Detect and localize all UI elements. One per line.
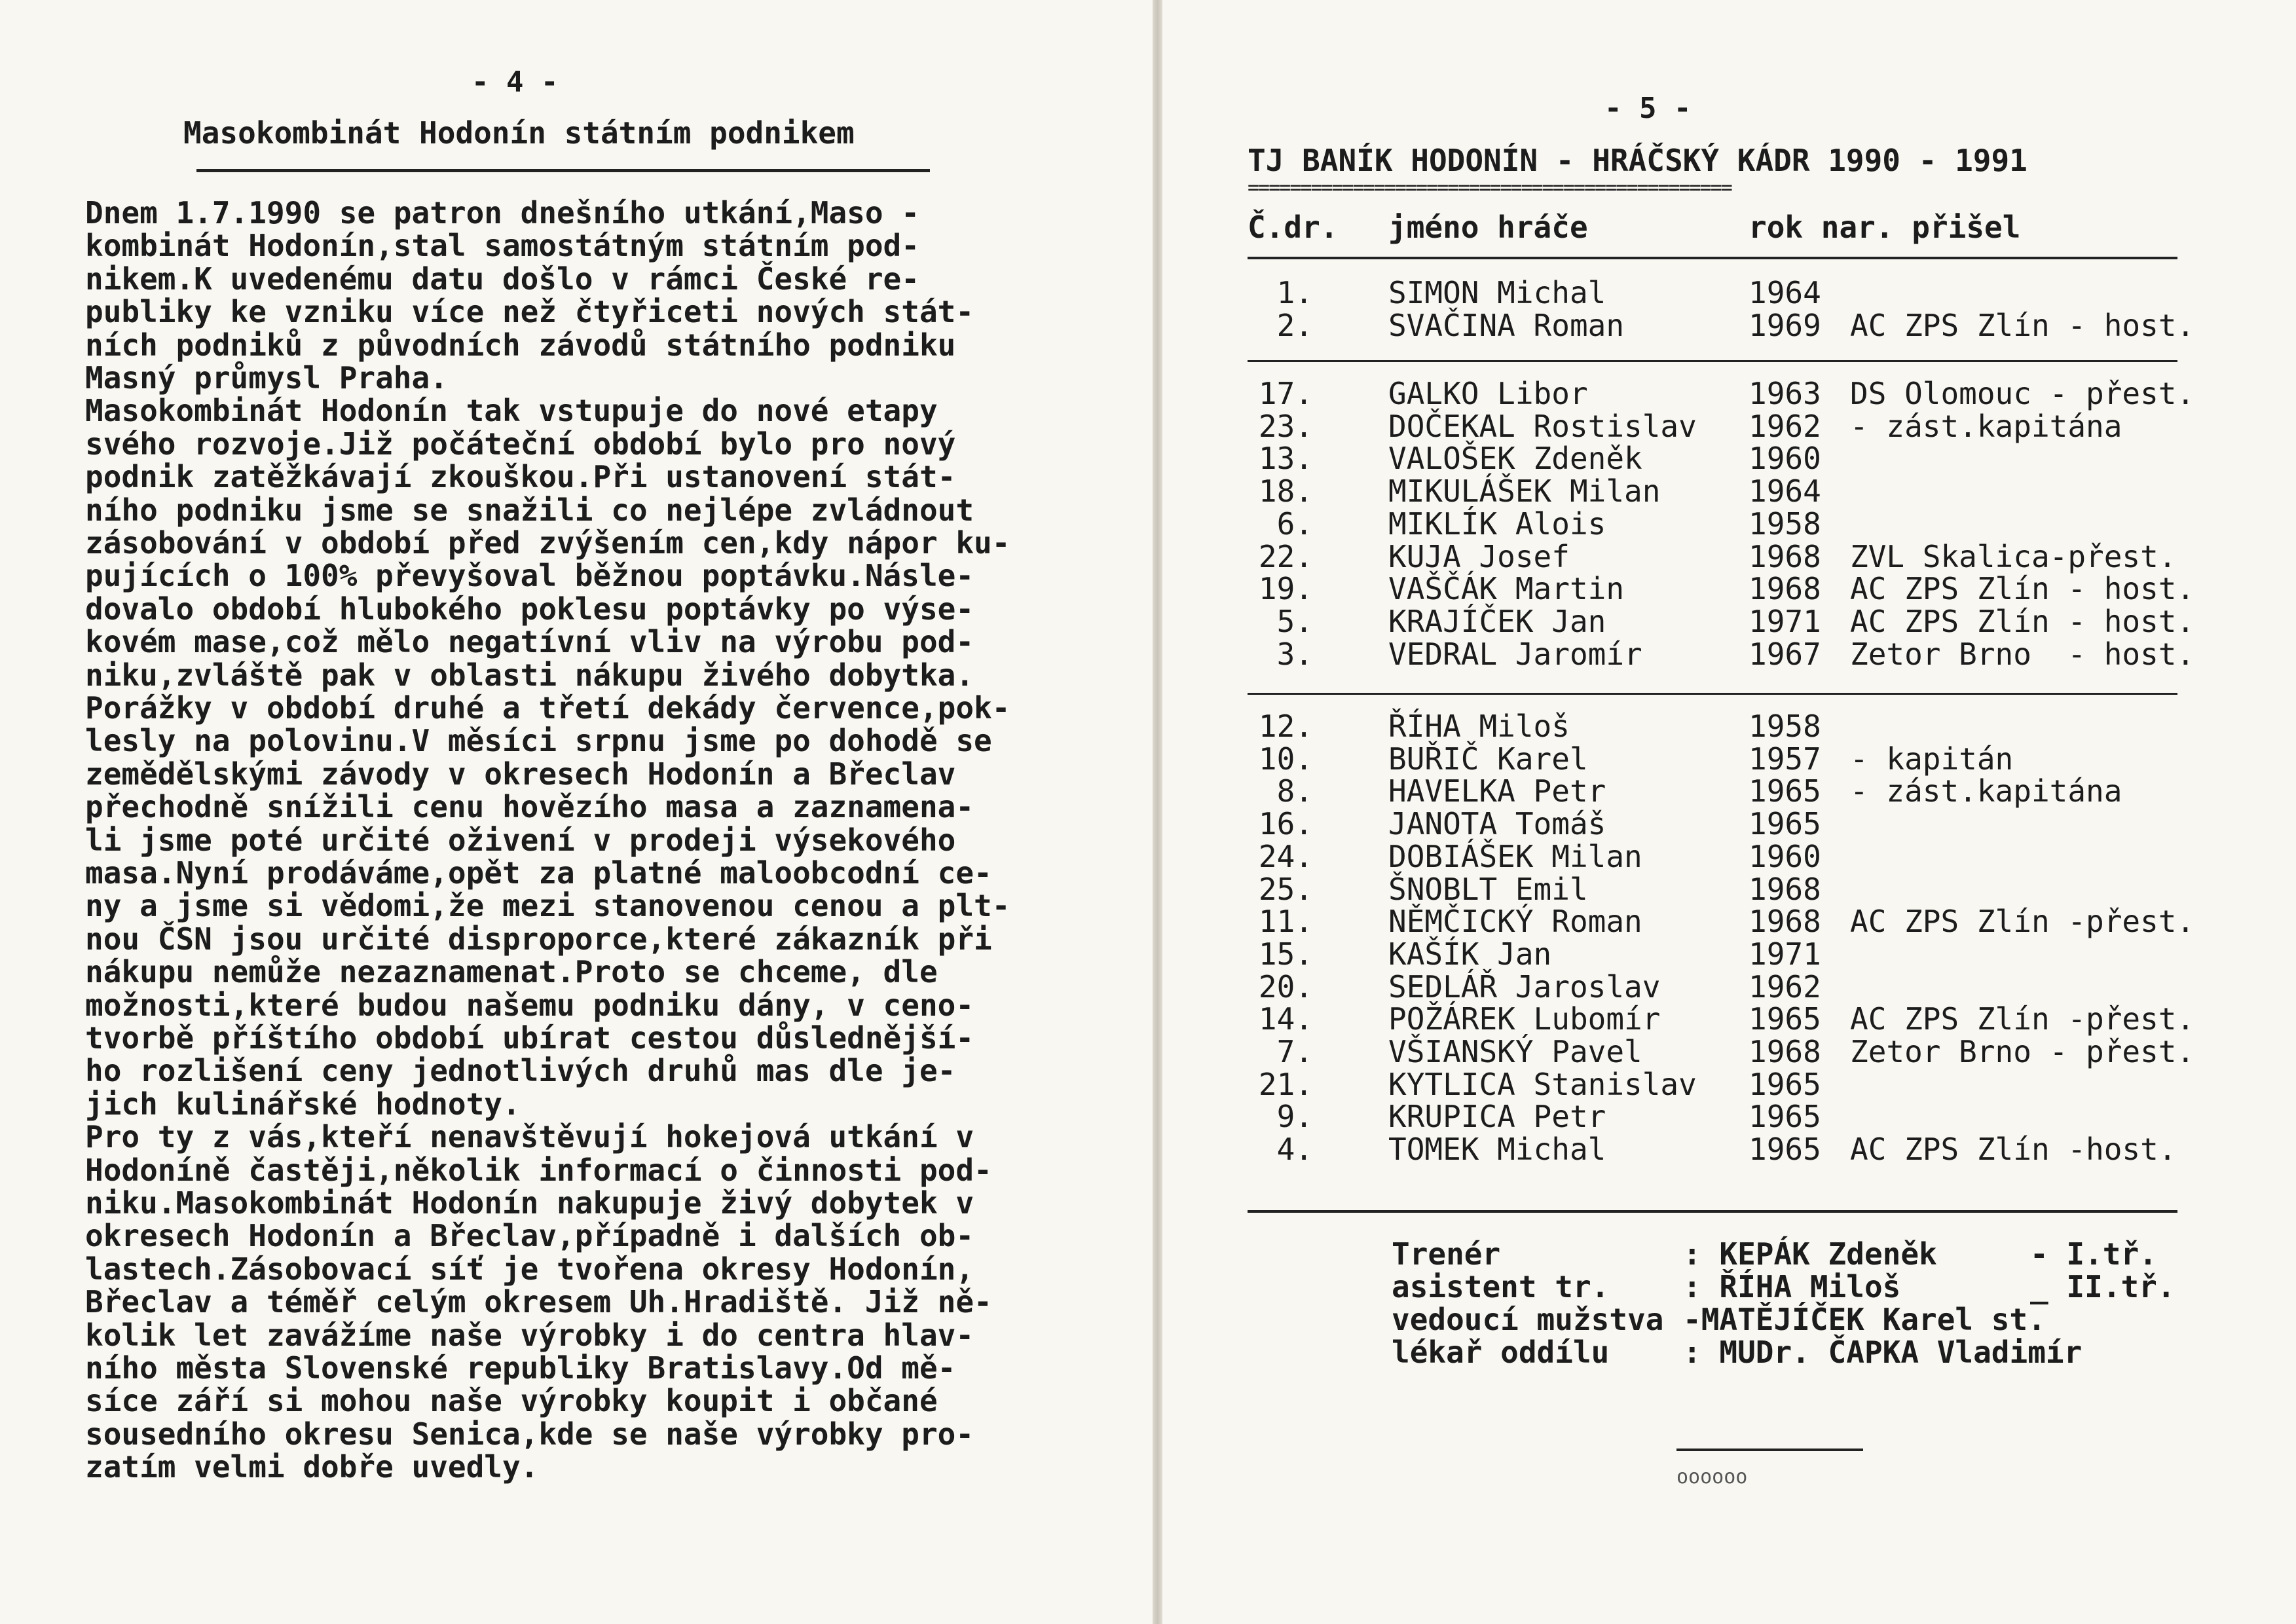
- article-line: Pro ty z vás,kteří nenavštěvují hokejová utkání v: [85, 1119, 974, 1155]
- article-line: nikem.K uvedenému datu došlo v rámci České re-: [85, 261, 919, 297]
- article-line: tvorbě příštího období ubírat cestou důslednější-: [85, 1020, 974, 1056]
- birth-year: 1964: [1749, 473, 1821, 509]
- bottom-rule: [1676, 1449, 1863, 1451]
- jersey-number: 16.: [1258, 806, 1313, 842]
- staff-name: -MATĚJÍČEK Karel st.: [1683, 1302, 2046, 1337]
- birth-year: 1962: [1749, 408, 1821, 444]
- player-name: VŠIANSKÝ Pavel: [1388, 1034, 1642, 1069]
- jersey-number: 1.: [1276, 275, 1313, 310]
- player-note: Zetor Brno - přest.: [1850, 1034, 2195, 1069]
- staff-role: vedoucí mužstva: [1392, 1302, 1664, 1337]
- player-name: JANOTA Tomáš: [1388, 806, 1606, 842]
- player-name: GALKO Libor: [1388, 376, 1588, 411]
- jersey-number: 24.: [1258, 838, 1313, 874]
- article-line: niku.Masokombinát Hodonín nakupuje živý dobytek v: [85, 1185, 974, 1221]
- page-fold: [1153, 0, 1162, 1624]
- article-line: ních podniků z původních závodů státního podniku: [85, 327, 956, 363]
- bottom-mark: oooooo: [1676, 1466, 1748, 1488]
- article-line: masa.Nyní prodáváme,opět za platné maloobcodní ce-: [85, 855, 992, 891]
- article-line: sousedního okresu Senica,kde se naše výrobky pro-: [85, 1416, 974, 1452]
- jersey-number: 9.: [1276, 1099, 1313, 1135]
- article-line: zatím velmi dobře uvedly.: [85, 1449, 539, 1485]
- article-line: nou ČSN jsou určité disproporce,které zákazník při: [85, 921, 992, 957]
- article-line: nákupu nemůže nezaznamenat.Proto se chceme, dle: [85, 954, 938, 990]
- jersey-number: 13.: [1258, 441, 1313, 477]
- jersey-number: 10.: [1258, 741, 1313, 777]
- player-note: - kapitán: [1850, 741, 2014, 777]
- staff-name: : KEPÁK Zdeněk: [1683, 1236, 1937, 1272]
- player-name: DOBIÁŠEK Milan: [1388, 838, 1642, 874]
- article-line: kovém mase,což mělo negatívní vliv na výrobu pod-: [85, 624, 974, 660]
- player-note: AC ZPS Zlín -host.: [1850, 1132, 2177, 1168]
- jersey-number: 5.: [1276, 603, 1313, 639]
- article-title: Masokombinát Hodonín státním podnikem: [183, 115, 855, 151]
- birth-year: 1962: [1749, 969, 1821, 1005]
- jersey-number: 22.: [1258, 538, 1313, 574]
- jersey-number: 20.: [1258, 969, 1313, 1005]
- birth-year: 1965: [1749, 1099, 1821, 1135]
- article-line: niku,zvláště pak v oblasti nákupu živého dobytka.: [85, 657, 974, 693]
- player-name: VALOŠEK Zdeněk: [1388, 441, 1642, 477]
- staff-class: - I.tř.: [2030, 1236, 2157, 1272]
- birth-year: 1971: [1749, 936, 1821, 972]
- player-name: POŽÁREK Lubomír: [1388, 1001, 1661, 1037]
- player-name: BUŘIČ Karel: [1388, 741, 1588, 777]
- birth-year: 1965: [1749, 806, 1821, 842]
- article-line: Dnem 1.7.1990 se patron dnešního utkání,Maso -: [85, 195, 919, 231]
- separator-header: [1248, 257, 2177, 259]
- article-line: ního města Slovenské republiky Bratislavy.Od mě-: [85, 1350, 956, 1386]
- article-line: zásobování v období před zvýšením cen,kdy nápor ku-: [85, 525, 1010, 561]
- jersey-number: 14.: [1258, 1001, 1313, 1037]
- article-line: Masokombinát Hodonín tak vstupuje do nové etapy: [85, 393, 938, 429]
- player-name: ŘÍHA Miloš: [1388, 709, 1570, 744]
- player-name: SIMON Michal: [1388, 275, 1606, 310]
- article-line: kolik let zavážíme naše výrobky i do centra hlav-: [85, 1317, 974, 1353]
- jersey-number: 11.: [1258, 904, 1313, 940]
- article-line: publiky ke vzniku více než čtyřiceti nových stát-: [85, 294, 974, 330]
- article-line: ny a jsme si vědomi,že mezi stanovenou cenou a plt-: [85, 888, 1010, 924]
- player-name: KRAJÍČEK Jan: [1388, 603, 1606, 639]
- article-line: lesly na polovinu.V měsíci srpnu jsme po dohodě se: [85, 723, 992, 759]
- player-name: VAŠČÁK Martin: [1388, 571, 1625, 607]
- staff-name: : MUDr. ČAPKA Vladimír: [1683, 1335, 2083, 1370]
- birth-year: 1968: [1749, 571, 1821, 607]
- player-name: KRUPICA Petr: [1388, 1099, 1606, 1135]
- jersey-number: 17.: [1258, 376, 1313, 411]
- player-name: VEDRAL Jaromír: [1388, 636, 1642, 672]
- birth-year: 1958: [1749, 506, 1821, 542]
- separator-goalies: [1248, 360, 2177, 362]
- player-note: AC ZPS Zlín - host.: [1850, 307, 2195, 343]
- birth-year: 1968: [1749, 904, 1821, 940]
- player-note: AC ZPS Zlín -přest.: [1850, 1001, 2195, 1037]
- birth-year: 1964: [1749, 275, 1821, 310]
- staff-class: _ II.tř.: [2030, 1269, 2176, 1304]
- player-note: AC ZPS Zlín -přest.: [1850, 904, 2195, 940]
- birth-year: 1957: [1749, 741, 1821, 777]
- player-name: NĚMČICKÝ Roman: [1388, 904, 1642, 940]
- separator-defense: [1248, 693, 2177, 695]
- staff-role: lékař oddílu: [1392, 1335, 1610, 1370]
- jersey-number: 4.: [1276, 1132, 1313, 1168]
- article-line: podnik zatěžkávají zkouškou.Při ustanovení stát-: [85, 459, 956, 495]
- jersey-number: 2.: [1276, 307, 1313, 343]
- header-year-joined: rok nar. přišel: [1749, 210, 2021, 245]
- birth-year: 1958: [1749, 709, 1821, 744]
- title-underline: [196, 169, 930, 172]
- player-name: KAŠÍK Jan: [1388, 936, 1552, 972]
- jersey-number: 21.: [1258, 1066, 1313, 1102]
- jersey-number: 8.: [1276, 773, 1313, 809]
- separator-forwards: [1248, 1210, 2177, 1213]
- player-note: - zást.kapitána: [1850, 773, 2122, 809]
- player-name: ŠNOBLT Emil: [1388, 871, 1588, 907]
- jersey-number: 7.: [1276, 1034, 1313, 1069]
- article-line: přechodně snížili cenu hovězího masa a zaznamena-: [85, 789, 974, 825]
- birth-year: 1963: [1749, 376, 1821, 411]
- article-line: lastech.Zásobovací síť je tvořena okresy Hodonín,: [85, 1251, 974, 1287]
- birth-year: 1968: [1749, 538, 1821, 574]
- player-name: HAVELKA Petr: [1388, 773, 1606, 809]
- staff-name: : ŘÍHA Miloš: [1683, 1269, 1901, 1304]
- title-double-underline: ==============================================: [1248, 178, 1731, 198]
- birth-year: 1967: [1749, 636, 1821, 672]
- birth-year: 1968: [1749, 871, 1821, 907]
- article-line: Masný průmysl Praha.: [85, 360, 448, 396]
- birth-year: 1960: [1749, 441, 1821, 477]
- jersey-number: 12.: [1258, 709, 1313, 744]
- jersey-number: 25.: [1258, 871, 1313, 907]
- article-line: li jsme poté určité oživení v prodeji výsekového: [85, 822, 956, 858]
- article-line: síce září si mohou naše výrobky koupit i občané: [85, 1383, 938, 1419]
- birth-year: 1969: [1749, 307, 1821, 343]
- birth-year: 1965: [1749, 1132, 1821, 1168]
- player-name: DOČEKAL Rostislav: [1388, 408, 1697, 444]
- jersey-number: 18.: [1258, 473, 1313, 509]
- article-line: ho rozlišení ceny jednotlivých druhů mas dle je-: [85, 1053, 956, 1089]
- player-note: AC ZPS Zlín - host.: [1850, 603, 2195, 639]
- birth-year: 1971: [1749, 603, 1821, 639]
- birth-year: 1965: [1749, 773, 1821, 809]
- player-note: ZVL Skalica-přest.: [1850, 538, 2177, 574]
- page-number-right: - 5 -: [1604, 92, 1692, 125]
- article-line: svého rozvoje.Již počáteční období bylo pro nový: [85, 426, 956, 462]
- player-name: SVAČINA Roman: [1388, 307, 1625, 343]
- article-line: možnosti,které budou našemu podniku dány, v ceno-: [85, 987, 974, 1023]
- article-line: Břeclav a téměř celým okresem Uh.Hradiště. Již ně-: [85, 1284, 992, 1320]
- player-name: KYTLICA Stanislav: [1388, 1066, 1697, 1102]
- player-name: KUJA Josef: [1388, 538, 1570, 574]
- article-line: jich kulinářské hodnoty.: [85, 1086, 521, 1122]
- header-jersey-number: Č.dr.: [1248, 210, 1339, 245]
- jersey-number: 19.: [1258, 571, 1313, 607]
- article-line: zemědělskými závody v okresech Hodonín a Břeclav: [85, 756, 956, 792]
- player-name: MIKLÍK Alois: [1388, 506, 1606, 542]
- roster-title: TJ BANÍK HODONÍN - HRÁČSKÝ KÁDR 1990 - 1991: [1248, 143, 2028, 178]
- player-name: TOMEK Michal: [1388, 1132, 1606, 1168]
- article-line: pujících o 100% převyšoval běžnou poptávku.Násle-: [85, 558, 974, 594]
- birth-year: 1965: [1749, 1066, 1821, 1102]
- birth-year: 1968: [1749, 1034, 1821, 1069]
- player-note: AC ZPS Zlín - host.: [1850, 571, 2195, 607]
- article-line: dovalo období hlubokého poklesu poptávky po výse-: [85, 591, 974, 627]
- jersey-number: 6.: [1276, 506, 1313, 542]
- jersey-number: 23.: [1258, 408, 1313, 444]
- staff-role: Trenér: [1392, 1236, 1501, 1272]
- article-line: Hodoníně častěji,několik informací o činnosti pod-: [85, 1152, 992, 1188]
- jersey-number: 3.: [1276, 636, 1313, 672]
- player-name: SEDLÁŘ Jaroslav: [1388, 969, 1661, 1005]
- staff-role: asistent tr.: [1392, 1269, 1610, 1304]
- article-line: okresech Hodonín a Břeclav,případně i dalších ob-: [85, 1218, 974, 1254]
- player-name: MIKULÁŠEK Milan: [1388, 473, 1661, 509]
- page-number-left: - 4 -: [472, 65, 559, 99]
- birth-year: 1965: [1749, 1001, 1821, 1037]
- header-player-name: jméno hráče: [1388, 210, 1588, 245]
- article-line: kombinát Hodonín,stal samostátným státním pod-: [85, 228, 919, 264]
- birth-year: 1960: [1749, 838, 1821, 874]
- jersey-number: 15.: [1258, 936, 1313, 972]
- player-note: - zást.kapitána: [1850, 408, 2122, 444]
- player-note: Zetor Brno - host.: [1850, 636, 2195, 672]
- article-line: Porážky v období druhé a třetí dekády července,pok-: [85, 690, 1010, 726]
- article-line: ního podniku jsme se snažili co nejlépe zvládnout: [85, 492, 974, 528]
- player-note: DS Olomouc - přest.: [1850, 376, 2195, 411]
